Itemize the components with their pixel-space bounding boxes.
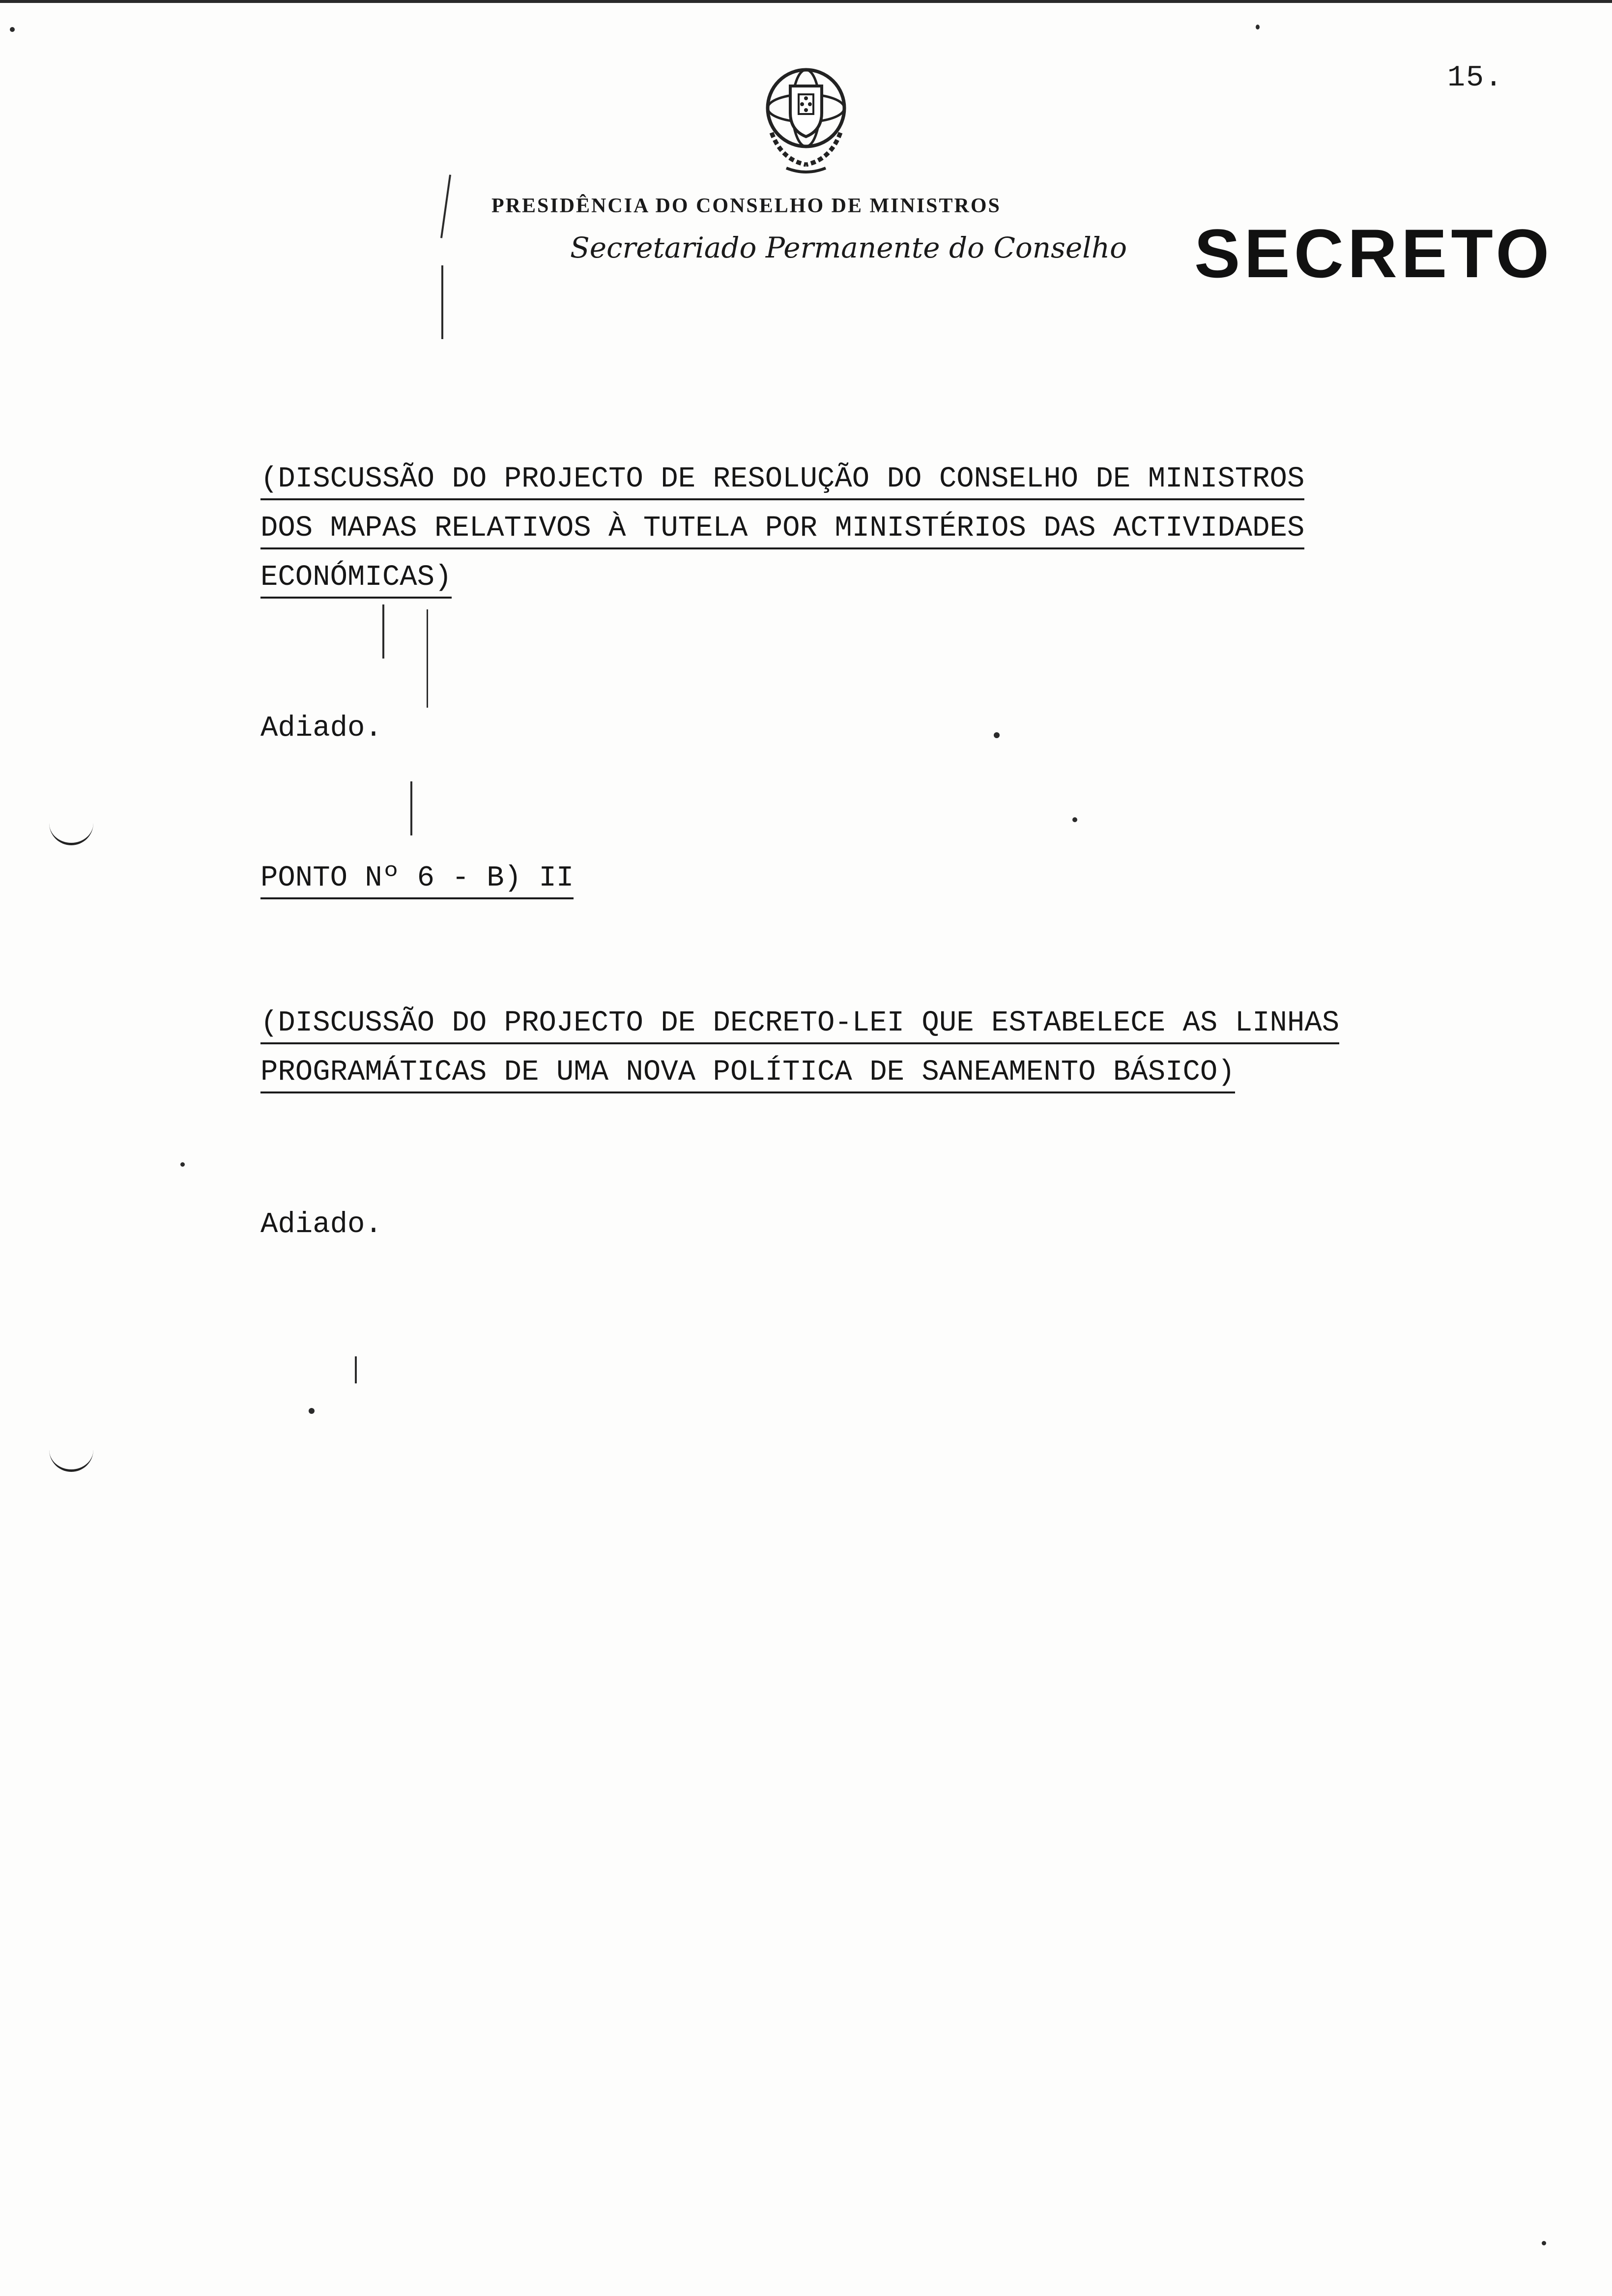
section-3-heading-line-2: PROGRAMÁTICAS DE UMA NOVA POLÍTICA DE SANEAMENTO BÁSICO)	[260, 1058, 1235, 1093]
scan-mark-vertical-2	[441, 265, 443, 339]
letterhead-organization: PRESIDÊNCIA DO CONSELHO DE MINISTROS	[491, 195, 1001, 217]
scan-dot-2	[1072, 817, 1077, 822]
scan-mark-vertical-6	[355, 1356, 357, 1383]
section-1-status: Adiado.	[260, 712, 382, 745]
coat-of-arms-seal	[752, 59, 860, 177]
scan-dot-3	[309, 1408, 315, 1414]
binding-hole-mark-1	[49, 813, 93, 845]
scan-dot-6	[1256, 25, 1260, 29]
scan-dot-1	[994, 732, 1000, 738]
scan-dot-5	[10, 27, 15, 32]
seal-wreath-right	[806, 133, 840, 165]
letterhead-department: Secretariado Permanente do Conselho	[570, 231, 1127, 264]
seal-quina-3	[808, 102, 812, 106]
classification-stamp: SECRETO	[1194, 215, 1554, 292]
scan-dot-7	[1542, 2241, 1546, 2245]
section-1-heading-line-3: ECONÓMICAS)	[260, 563, 452, 599]
section-1-heading-line-2: DOS MAPAS RELATIVOS À TUTELA POR MINISTÉRIOS DAS ACTIVIDADES	[260, 514, 1304, 549]
scan-mark-vertical-4	[427, 609, 428, 708]
seal-quina-1	[804, 96, 808, 100]
section-2-point: PONTO Nº 6 - B) II	[260, 863, 574, 899]
scan-mark-vertical-3	[382, 604, 384, 659]
binding-hole-mark-2	[49, 1440, 93, 1472]
seal-quina-4	[804, 108, 808, 112]
scan-mark-vertical-1	[440, 174, 451, 238]
section-3-heading-line-1: (DISCUSSÃO DO PROJECTO DE DECRETO-LEI QUE ESTABELECE AS LINHAS	[260, 1008, 1339, 1044]
scan-mark-vertical-5	[410, 781, 412, 835]
page-top-border	[0, 0, 1612, 3]
page-number: 15.	[1447, 61, 1504, 95]
seal-wreath-left	[772, 133, 806, 165]
seal-quina-2	[800, 102, 804, 106]
section-3-status: Adiado.	[260, 1208, 382, 1241]
scan-dot-4	[180, 1162, 185, 1167]
seal-ribbon	[786, 168, 826, 172]
section-1-heading-line-1: (DISCUSSÃO DO PROJECTO DE RESOLUÇÃO DO CONSELHO DE MINISTROS	[260, 464, 1304, 500]
